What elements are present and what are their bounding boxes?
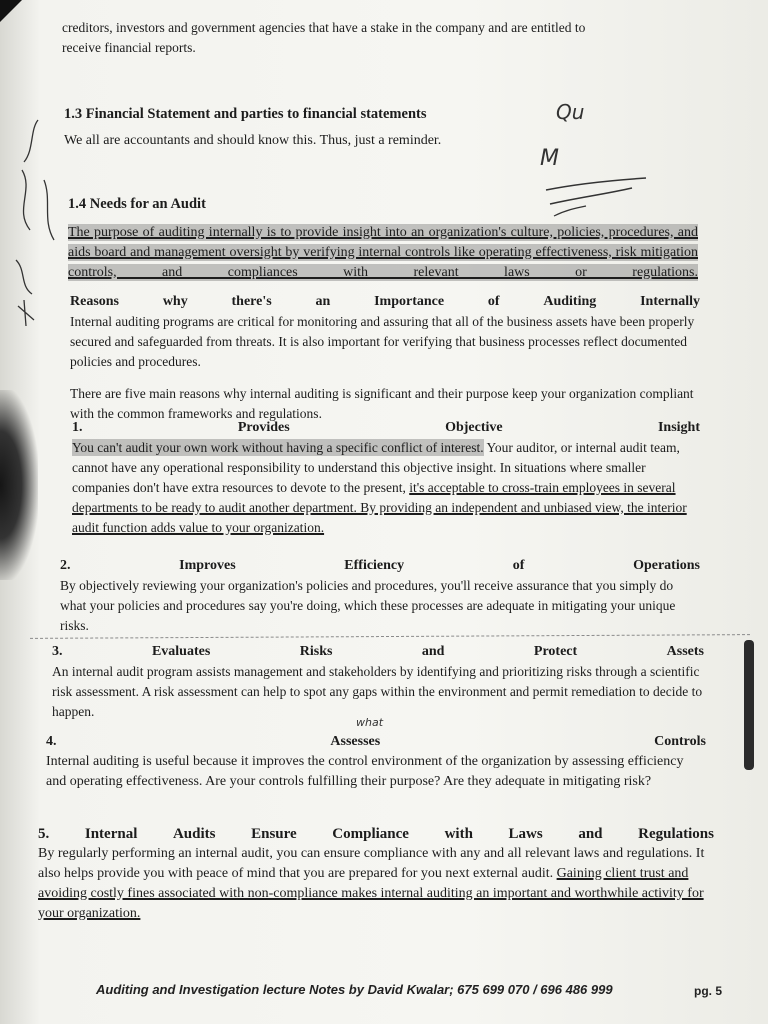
page-number: pg. 5 <box>694 984 723 998</box>
reasons-heading-word: an <box>315 294 331 309</box>
reasons-heading-word: of <box>487 294 500 309</box>
reason-1-heading-word: Insight <box>657 420 700 435</box>
reason-item-3 <box>52 642 704 722</box>
reason-5-heading-word: Compliance <box>332 826 409 842</box>
reason-3-heading-word: Risks <box>299 644 333 659</box>
reason-1-highlight: You can't audit your own work without having a specific conflict of interest. <box>72 440 484 455</box>
footer-credit: Auditing and Investigation lecture Notes by David Kwalar; 675 699 070 / 696 486 999 <box>96 982 613 997</box>
handwritten-note-qu: Qu <box>556 100 585 124</box>
reason-2-heading-word: Improves <box>179 558 236 573</box>
handwritten-note-what: what <box>356 716 384 729</box>
reasons-heading-word: there's <box>231 294 272 309</box>
reason-3-heading-word: and <box>421 644 445 659</box>
reason-3-heading-word: Evaluates <box>151 644 211 659</box>
reason-2-heading-word: Efficiency <box>344 558 405 573</box>
reason-5-heading-word: Audits <box>172 826 216 842</box>
reason-5-heading-word: Ensure <box>251 826 297 842</box>
reason-item-4 <box>46 732 706 792</box>
reason-4-heading <box>46 732 706 752</box>
section-1-4-heading: 1.4 Needs for an Audit <box>68 196 206 212</box>
reason-1-heading-word: Provides <box>237 420 290 435</box>
reason-5-heading-word: and <box>578 826 603 842</box>
reason-5-heading-word: with <box>444 826 473 842</box>
intro-line-1: creditors, investors and government agencies that have a stake in the company and are entitled to <box>62 20 586 35</box>
reasons-heading-word: Internally <box>640 294 700 309</box>
reason-4-text: Internal auditing is useful because it improves the control environment of the organization by assessing efficiency and operating effectiveness. Are your controls fulfilling their purpose? Are they adequate in mitigating risk? <box>46 754 684 789</box>
reasons-block <box>70 292 700 424</box>
edge-shadow <box>744 640 754 770</box>
reason-5-heading-word: Regulations <box>638 826 714 842</box>
section-1-4 <box>68 196 698 283</box>
reason-1-heading-word: 1. <box>72 420 83 435</box>
reasons-heading-word: why <box>162 294 188 309</box>
reason-2-heading-word: of <box>512 558 525 573</box>
reason-5-underlined: Gaining client trust and avoiding costly fines associated with non-compliance makes internal auditing an important and worthwhile activity for your organization. <box>38 866 704 921</box>
section-1-3-heading: 1.3 Financial Statement and parties to financial statements <box>64 106 427 122</box>
reason-4-heading-word: 4. <box>46 734 57 749</box>
reason-2-heading-word: 2. <box>60 558 71 573</box>
binding-shadow <box>0 390 38 580</box>
reason-5-text <box>38 844 714 924</box>
reason-2-text: By objectively reviewing your organization's policies and procedures, you'll receive assurance that you simply do what your policies and procedures say you're doing, which these processes are adequate in mitigating your unique risks. <box>60 578 676 633</box>
five-reasons-text: There are five main reasons why internal auditing is significant and their purpose keep your organization compliant with the common frameworks and regulations. <box>70 386 694 421</box>
reason-4-heading-word: Assesses <box>330 734 381 749</box>
reason-3-text: An internal audit program assists management and stakeholders by identifying and prioritizing risks through a scientific risk assessment. A risk assessment can help to spot any gaps within the environment and permit remediation to decide to happen. <box>52 664 703 719</box>
reason-2-heading-word: Operations <box>633 558 700 573</box>
reason-item-2 <box>60 556 700 636</box>
page-corner-shadow <box>0 0 22 22</box>
reason-3-heading-word: 3. <box>52 644 63 659</box>
reason-item-5 <box>38 824 714 924</box>
margin-handwriting <box>4 110 66 330</box>
reason-item-1 <box>72 418 700 538</box>
purpose-paragraph <box>68 223 698 283</box>
reason-1-text <box>72 438 700 538</box>
reasons-heading-word: Reasons <box>70 294 120 309</box>
purpose-highlight: The purpose of auditing internally is to provide insight into an organization's culture, policies, procedures, and aids board and management oversight by verifying internal controls like operating effectiveness, risk mitigation controls, and compliances with relevant laws or regulations. <box>68 225 698 280</box>
reason-2-heading <box>60 556 700 576</box>
reason-1-heading <box>72 418 700 438</box>
handwritten-note-m: M <box>540 146 559 171</box>
reason-4-heading-word: Controls <box>654 734 706 749</box>
reason-5-plain: By regularly performing an internal audit, you can ensure compliance with any and all relevant laws and regulations. It also helps provide you with peace of mind that you are prepared for you next external audit. <box>38 846 705 881</box>
section-1-3-text: We all are accountants and should know this. Thus, just a reminder. <box>64 133 442 148</box>
reason-1-underlined: it's acceptable to cross-train employees in several departments to be ready to audit another department. By providing an independent and unbiased view, the interior audit function adds value to your organization. <box>72 480 687 535</box>
reason-3-heading-word: Protect <box>533 644 578 659</box>
reasons-heading <box>70 292 700 312</box>
reasons-heading-word: Importance <box>374 294 445 309</box>
reason-5-heading-word: Internal <box>84 826 138 842</box>
reason-1-heading-word: Objective <box>445 420 503 435</box>
reasons-text: Internal auditing programs are critical for monitoring and assuring that all of the business assets have been properly secured and safeguarded from threats. It is also important for verifying that business processes reflect documented policies and procedures. <box>70 314 695 369</box>
reason-1-plain: Your auditor, or internal audit team, cannot have any operational responsibility to understand this objective insight. In situations where smaller companies don't have extra resources to devote to the present, <box>72 440 680 495</box>
intro-line-2: receive financial reports. <box>62 40 196 55</box>
intro-paragraph <box>62 18 698 58</box>
reason-5-heading <box>38 824 714 844</box>
section-1-3 <box>64 106 534 151</box>
reason-3-heading-word: Assets <box>666 644 704 659</box>
reasons-heading-word: Auditing <box>543 294 597 309</box>
reason-5-heading-word: Laws <box>508 826 543 842</box>
reason-3-heading <box>52 642 704 662</box>
reason-5-heading-word: 5. <box>38 826 50 842</box>
